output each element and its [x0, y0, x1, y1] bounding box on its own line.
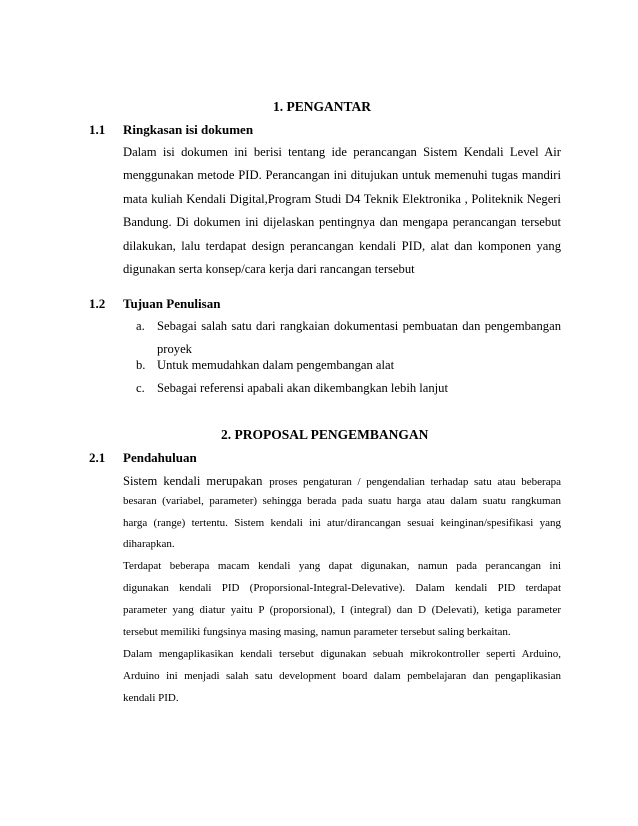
intro-line: kendali PID.: [123, 692, 179, 704]
subsection-1-2-title: Tujuan Penulisan: [123, 296, 221, 311]
list-marker: c.: [136, 381, 145, 395]
intro-line: Dalam mengaplikasikan kendali tersebut digunakan sebuah mikrokontroller seperti Arduino,: [123, 648, 561, 660]
list-marker: b.: [136, 358, 146, 372]
subsection-2-1-number: 2.1: [89, 450, 106, 465]
intro-line: harga (range) tertentu. Sistem kendali ini atur/dirancangan sesuai keinginan/spesifikasi yang: [123, 517, 561, 529]
summary-line: Dalam isi dokumen ini berisi tentang ide perancangan Sistem Kendali Level Air: [123, 145, 561, 159]
intro-line: tersebut memiliki fungsinya masing masing, namun parameter tersebut saling berkaitan.: [123, 626, 511, 638]
intro-line: digunakan kendali PID (Proporsional-Integral-Delevative). Dalam kendali PID terdapat: [123, 582, 561, 594]
intro-line: parameter yang diatur yaitu P (proporsional), I (integral) dan D (Delevati), ketiga parameter: [123, 604, 561, 616]
section-1-title: 1. PENGANTAR: [273, 99, 372, 114]
subsection-1-1-number: 1.1: [89, 122, 106, 137]
summary-line: Bandung. Di dokumen ini dijelaskan pentingnya dan mengapa perancangan tersebut: [123, 215, 561, 229]
subsection-1-1-title: Ringkasan isi dokumen: [123, 122, 254, 137]
list-item-line: Sebagai salah satu dari rangkaian dokumentasi pembuatan dan pengembangan: [157, 319, 561, 333]
summary-line: mata kuliah Kendali Digital,Program Studi D4 Teknik Elektronika , Politeknik Negeri: [123, 192, 561, 206]
summary-line: digunakan serta konsep/cara kerja dari rancangan tersebut: [123, 262, 415, 276]
subsection-2-1-title: Pendahuluan: [123, 450, 197, 465]
intro-line: [123, 472, 561, 490]
list-item-line: Sebagai referensi apabali akan dikembangkan lebih lanjut: [157, 381, 448, 395]
intro-line: Terdapat beberapa macam kendali yang dapat digunakan, namun pada perancangan ini: [123, 560, 561, 572]
list-item-line: Untuk memudahkan dalam pengembangan alat: [157, 358, 395, 372]
summary-line: menggunakan metode PID. Perancangan ini ditujukan untuk memenuhi tugas mandiri: [123, 168, 561, 182]
intro-line-rest: proses pengaturan / pengendalian terhadap satu atau beberapa: [269, 476, 561, 488]
intro-line: besaran (variabel, parameter) sehingga berada pada suatu harga atau dalam suatu rangkuman: [123, 495, 561, 507]
intro-line-start: Sistem kendali merupakan: [123, 474, 263, 488]
subsection-1-2-number: 1.2: [89, 296, 106, 311]
list-item-line: proyek: [157, 342, 192, 356]
section-2-title: 2. PROPOSAL PENGEMBANGAN: [221, 427, 429, 442]
intro-line: diharapkan.: [123, 538, 175, 550]
summary-line: dilakukan, lalu terdapat design perancangan kendali PID, alat dan komponen yang: [123, 239, 561, 253]
list-marker: a.: [136, 319, 145, 333]
intro-line: Arduino ini menjadi salah satu development board dalam pembelajaran dan pengaplikasian: [123, 670, 561, 682]
